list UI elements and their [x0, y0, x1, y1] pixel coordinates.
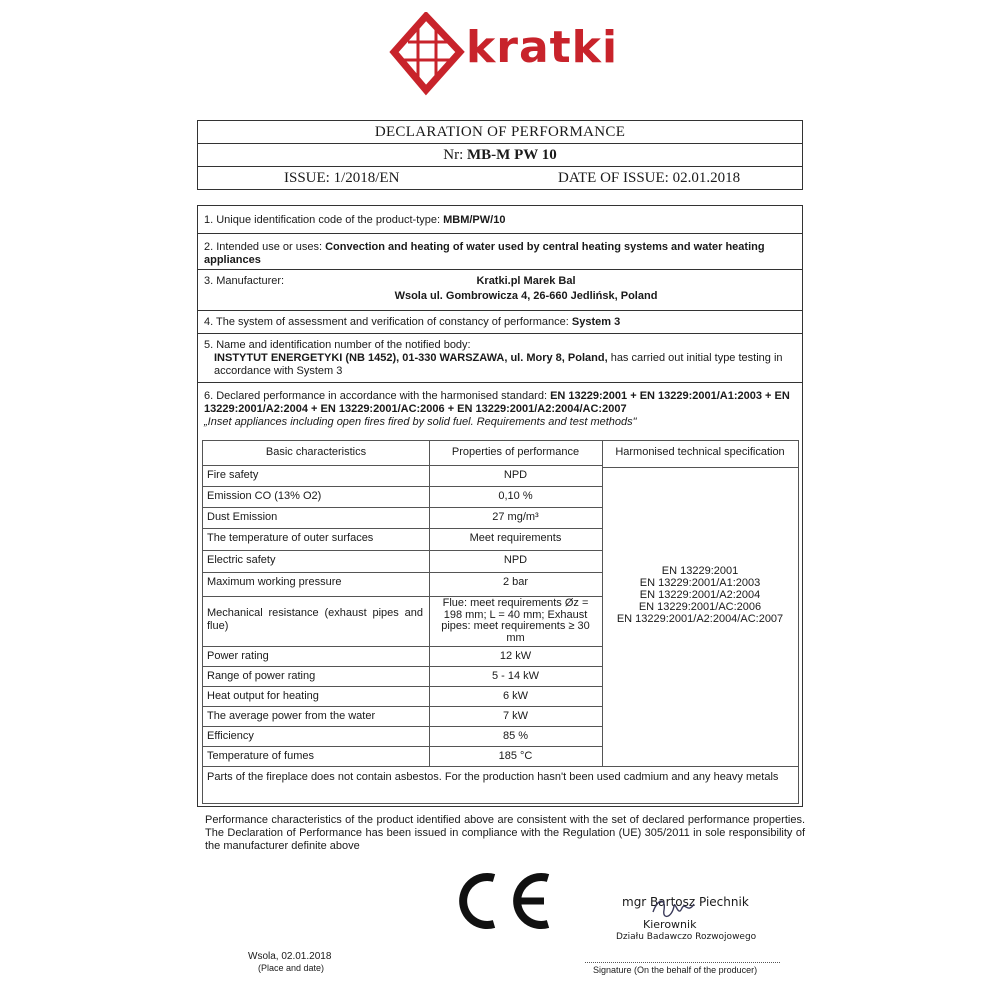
- section-3-label: 3. Manufacturer:: [204, 275, 285, 287]
- signature-label: Signature (On the behalf of the producer): [593, 965, 758, 975]
- nr-label: Nr:: [443, 147, 464, 163]
- table-row-characteristic: Electric safety: [207, 554, 276, 566]
- document-number: [198, 144, 802, 167]
- table-row-characteristic: Dust Emission: [207, 511, 278, 523]
- signer-role: Kierownik: [643, 918, 697, 931]
- issue-row: [198, 167, 802, 189]
- spec-standard-line: EN 13229:2001/A1:2003: [639, 577, 761, 589]
- spec-standard-line: EN 13229:2001/A2:2004: [639, 589, 761, 601]
- notified-body: INSTYTUT ENERGETYKI (NB 1452), 01-330 WARSZAWA, ul. Mory 8, Poland,: [214, 352, 608, 364]
- place-date-label: (Place and date): [258, 963, 325, 973]
- col-divider-2: [602, 441, 603, 766]
- brand-wordmark: kratki: [466, 22, 619, 73]
- spec-standard-line: EN 13229:2001/A2:2004/AC:2007: [616, 613, 784, 625]
- table-row-performance: Flue: meet requirements Øz = 198 mm; L = 40 mm; Exhaust pipes: meet requirements ≥ 30 mm: [441, 597, 590, 644]
- table-row-performance: 12 kW: [499, 650, 532, 662]
- ce-mark-icon: [446, 870, 556, 932]
- manufacturer-name: Kratki.pl Marek Bal: [476, 275, 576, 287]
- table-row-characteristic: Efficiency: [207, 730, 254, 742]
- table-row-characteristic: Heat output for heating: [207, 690, 319, 702]
- compliance-statement: Performance characteristics of the product identified above are consistent with the set of declared performance properties. The Declaration of Performance has been issued in compliance with the Regulation (UE) 305/2011 in sole responsibility of the manufacturer definite above: [205, 814, 805, 852]
- notified-body-text: has carried out initial type testing in accordance with System 3: [214, 352, 783, 377]
- table-row-performance: 6 kW: [502, 690, 529, 702]
- row-divider: [203, 746, 602, 747]
- section-2-value: Convection and heating of water used by central heating systems and water heating appliances: [204, 241, 765, 266]
- table-row-performance: 0,10 %: [498, 490, 533, 502]
- signer-department: Działu Badawczo Rozwojowego: [616, 932, 757, 942]
- table-row-performance: 85 %: [502, 730, 529, 742]
- table-row-characteristic: The average power from the water: [207, 710, 376, 722]
- row-divider: [203, 666, 602, 667]
- spec-standard-line: EN 13229:2001: [661, 565, 739, 577]
- row-divider: [203, 572, 602, 573]
- table-row-characteristic: Fire safety: [207, 469, 259, 481]
- row-divider: [203, 726, 602, 727]
- table-row-performance: 185 °C: [498, 750, 533, 762]
- table-header-1: Basic characteristics: [265, 446, 367, 458]
- place-date: Wsola, 02.01.2018: [248, 951, 332, 962]
- section-3: [198, 270, 802, 311]
- row-divider: [203, 507, 602, 508]
- manufacturer-address: Wsola ul. Gombrowicza 4, 26-660 Jedlińsk, Poland: [394, 290, 658, 302]
- issue-date: DATE OF ISSUE: 02.01.2018: [558, 170, 741, 186]
- section-4-label: 4. The system of assessment and verification of constancy of performance:: [204, 316, 569, 328]
- row-divider: [203, 686, 602, 687]
- table-header-3: Harmonised technical specification: [615, 446, 785, 458]
- section-2: [198, 234, 802, 270]
- standard-title: „Inset appliances including open fires fired by solid fuel. Requirements and test methods": [204, 416, 637, 428]
- section-1-label: 1. Unique identification code of the product-type:: [204, 214, 441, 226]
- header-divider-spec: [602, 467, 798, 468]
- section-5: [198, 334, 802, 383]
- table-row-characteristic: The temperature of outer surfaces: [207, 532, 374, 544]
- signature-line: [585, 962, 780, 963]
- table-row-characteristic: Maximum working pressure: [207, 576, 342, 588]
- table-row-characteristic: Range of power rating: [207, 670, 316, 682]
- table-row-performance: NPD: [503, 554, 528, 566]
- section-5-label: 5. Name and identification number of the notified body:: [204, 339, 471, 351]
- declaration-header: [197, 120, 803, 190]
- document-title: DECLARATION OF PERFORMANCE: [198, 121, 802, 144]
- row-divider: [203, 646, 602, 647]
- table-footnote: Parts of the fireplace does not contain asbestos. For the production hasn't been used cadmium and any heavy metals: [207, 771, 779, 783]
- kratki-grid-mark-icon: [394, 16, 460, 90]
- table-row-performance: Meet requirements: [469, 532, 562, 544]
- section-4: [198, 311, 802, 334]
- table-row-performance: 7 kW: [502, 710, 529, 722]
- header-divider: [203, 465, 602, 466]
- table-row-performance: 27 mg/m³: [492, 511, 539, 523]
- table-row-characteristic: Temperature of fumes: [207, 750, 314, 762]
- row-divider: [203, 550, 602, 551]
- table-header-2: Properties of performance: [451, 446, 580, 458]
- performance-table: [202, 440, 799, 804]
- footnote-divider: [203, 766, 798, 767]
- row-divider: [203, 486, 602, 487]
- section-1: [198, 206, 802, 234]
- row-divider: [203, 706, 602, 707]
- table-row-characteristic: Emission CO (13% O2): [207, 490, 322, 502]
- section-4-value: System 3: [571, 316, 621, 328]
- harmonised-standards: EN 13229:2001 + EN 13229:2001/A1:2003 + EN 13229:2001/A2:2004 + EN 13229:2001/AC:2006 + EN 13229:2001/A2:2004/AC:2007: [204, 390, 790, 415]
- declaration-body: [197, 205, 803, 807]
- spec-standard-line: EN 13229:2001/AC:2006: [638, 601, 762, 613]
- table-row-performance: NPD: [503, 469, 528, 481]
- section-1-value: MBM/PW/10: [443, 214, 506, 226]
- section-6-label: 6. Declared performance in accordance with the harmonised standard:: [204, 390, 548, 402]
- col-divider-1: [429, 441, 430, 766]
- row-divider: [203, 528, 602, 529]
- section-2-label: 2. Intended use or uses:: [204, 241, 323, 253]
- nr-value: MB-M PW 10: [467, 147, 557, 163]
- table-row-characteristic: Mechanical resistance (exhaust pipes and flue): [207, 607, 423, 632]
- table-row-characteristic: Power rating: [207, 650, 269, 662]
- issue-number: ISSUE: 1/2018/EN: [284, 170, 400, 186]
- signer-name: mgr Bartosz Piechnik: [622, 895, 749, 909]
- table-row-performance: 5 - 14 kW: [491, 670, 540, 682]
- table-row-performance: 2 bar: [502, 576, 529, 588]
